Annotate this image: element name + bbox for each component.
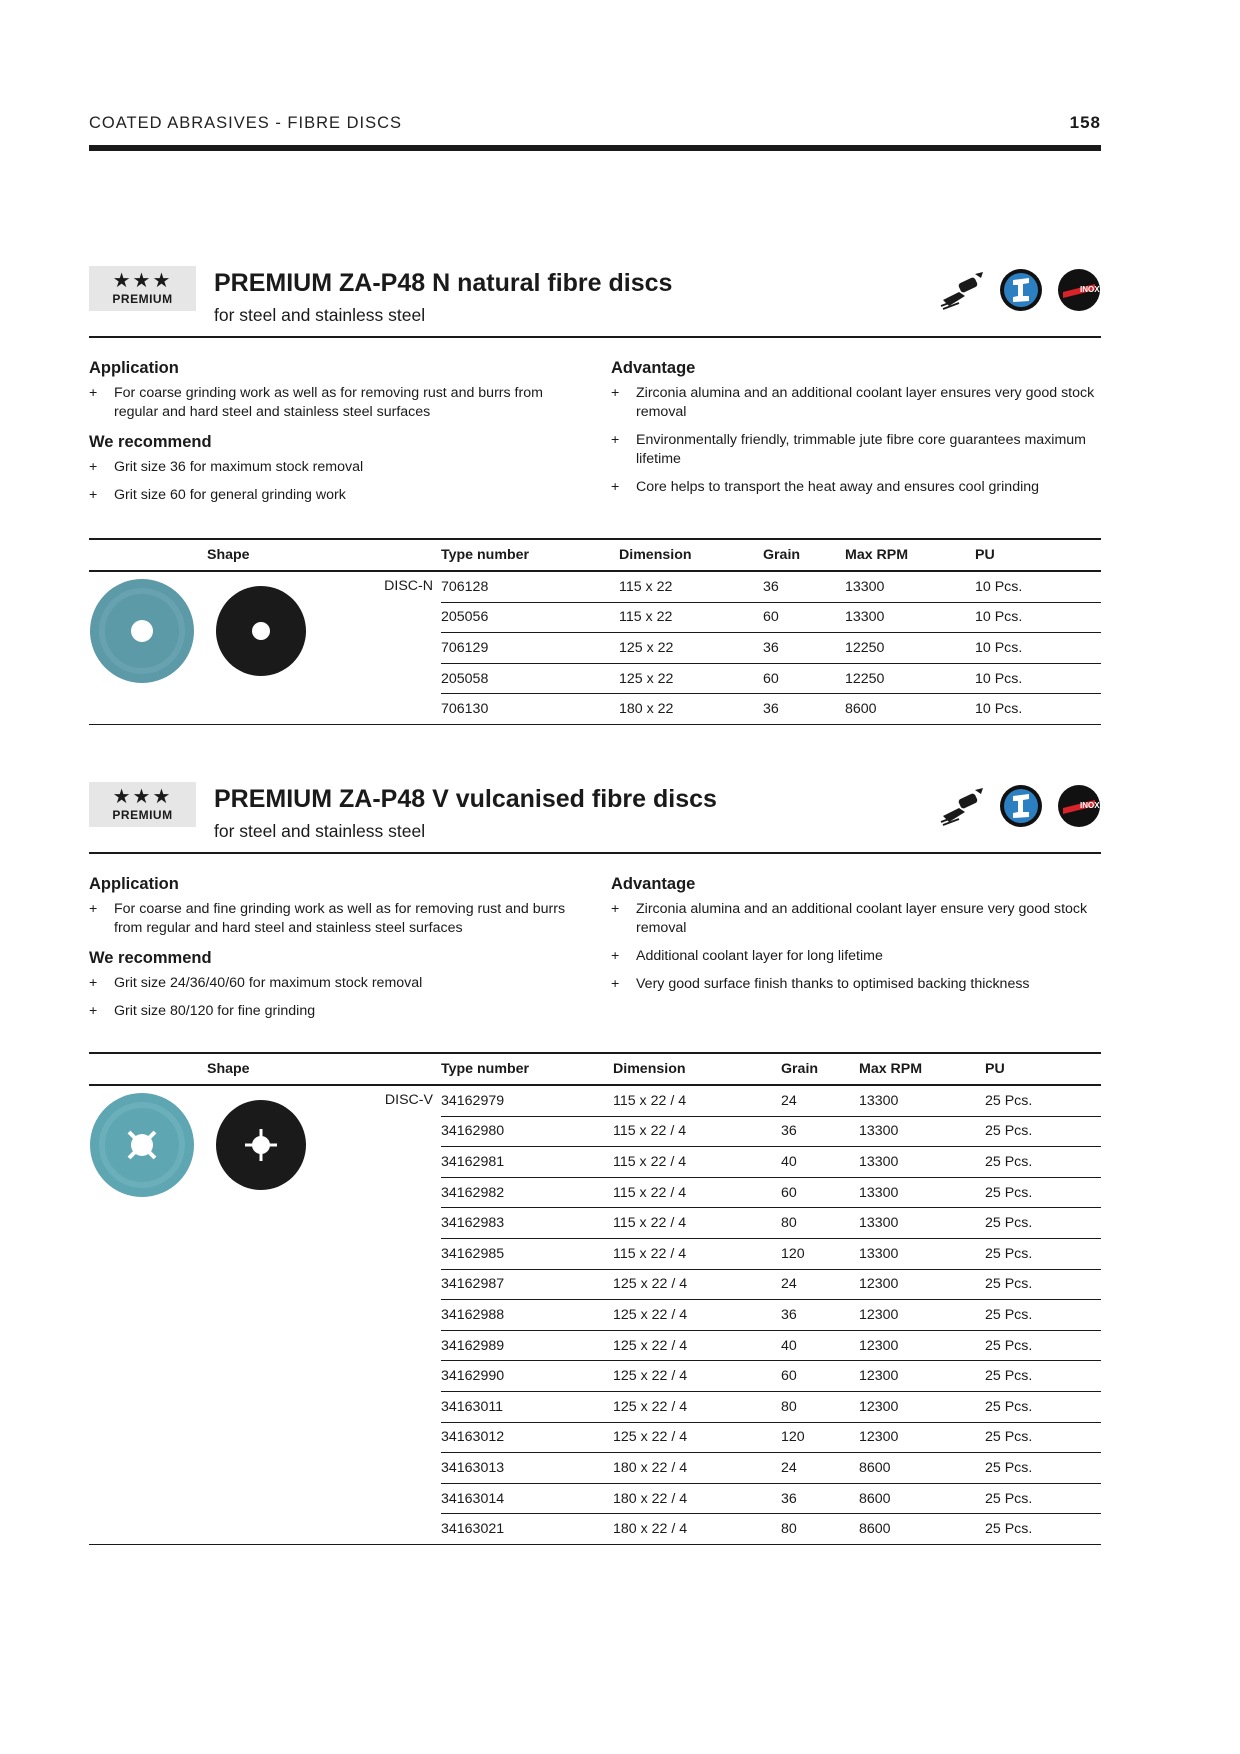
application-column — [89, 874, 589, 1031]
pu-cell: 25 Pcs. — [985, 1361, 1101, 1392]
type-number-cell: 34162981 — [441, 1147, 613, 1178]
col-type-number: Type number — [441, 539, 619, 571]
dimension-cell: 180 x 22 / 4 — [613, 1483, 781, 1514]
type-number-cell: 34163011 — [441, 1391, 613, 1422]
premium-badge — [89, 266, 196, 311]
type-number-cell: 34163012 — [441, 1422, 613, 1453]
col-max-rpm: Max RPM — [859, 1053, 985, 1085]
inox-label: INOX — [1080, 801, 1100, 810]
recommend-heading: We recommend — [89, 433, 212, 451]
dimension-cell: 125 x 22 / 4 — [613, 1330, 781, 1361]
type-number-cell: 34162980 — [441, 1116, 613, 1147]
type-number-cell: 706128 — [441, 571, 619, 602]
grain-cell: 60 — [781, 1361, 859, 1392]
type-number-cell: 34162990 — [441, 1361, 613, 1392]
shape-label: DISC-N — [384, 578, 433, 594]
type-number-cell: 34162985 — [441, 1238, 613, 1269]
steel-i-beam-icon — [999, 784, 1043, 828]
pu-cell: 25 Pcs. — [985, 1238, 1101, 1269]
dimension-cell: 115 x 22 — [619, 602, 763, 633]
max-rpm-cell: 13300 — [859, 1177, 985, 1208]
dimension-cell: 115 x 22 / 4 — [613, 1238, 781, 1269]
dimension-cell: 180 x 22 / 4 — [613, 1453, 781, 1484]
application-icons — [939, 784, 1101, 828]
max-rpm-cell: 8600 — [845, 694, 975, 725]
advantage-item: + Very good surface finish thanks to optimised backing thickness — [611, 975, 1111, 994]
spec-table — [89, 538, 1101, 725]
dimension-cell: 125 x 22 / 4 — [613, 1300, 781, 1331]
advantage-heading: Advantage — [611, 875, 696, 893]
grain-cell: 120 — [781, 1238, 859, 1269]
shape-cell — [89, 1085, 441, 1544]
pu-cell: 10 Pcs. — [975, 571, 1101, 602]
dimension-cell: 115 x 22 / 4 — [613, 1116, 781, 1147]
col-grain: Grain — [781, 1053, 859, 1085]
pu-cell: 10 Pcs. — [975, 633, 1101, 664]
pu-cell: 25 Pcs. — [985, 1391, 1101, 1422]
table-header-row — [89, 539, 1101, 571]
grain-cell: 120 — [781, 1422, 859, 1453]
table-row — [89, 1085, 1101, 1116]
dimension-cell: 115 x 22 — [619, 571, 763, 602]
col-shape: Shape — [89, 539, 441, 571]
recommend-item: + Grit size 80/120 for fine grinding — [89, 1002, 589, 1021]
grain-cell: 36 — [763, 571, 845, 602]
type-number-cell: 205058 — [441, 663, 619, 694]
grain-cell: 40 — [781, 1330, 859, 1361]
dimension-cell: 125 x 22 / 4 — [613, 1361, 781, 1392]
pu-cell: 25 Pcs. — [985, 1116, 1101, 1147]
col-pu: PU — [975, 539, 1101, 571]
type-number-cell: 34162989 — [441, 1330, 613, 1361]
col-dimension: Dimension — [619, 539, 763, 571]
recommend-item: + Grit size 36 for maximum stock removal — [89, 458, 589, 477]
col-shape: Shape — [89, 1053, 441, 1085]
angle-grinder-icon — [939, 786, 985, 826]
max-rpm-cell: 13300 — [859, 1116, 985, 1147]
grain-cell: 80 — [781, 1514, 859, 1545]
max-rpm-cell: 13300 — [845, 571, 975, 602]
advantage-item: + Additional coolant layer for long lifetime — [611, 947, 1111, 966]
shape-cell — [89, 571, 441, 724]
type-number-cell: 205056 — [441, 602, 619, 633]
type-number-cell: 34163021 — [441, 1514, 613, 1545]
max-rpm-cell: 13300 — [859, 1085, 985, 1116]
max-rpm-cell: 8600 — [859, 1453, 985, 1484]
col-grain: Grain — [763, 539, 845, 571]
pu-cell: 25 Pcs. — [985, 1483, 1101, 1514]
pu-cell: 10 Pcs. — [975, 602, 1101, 633]
pu-cell: 10 Pcs. — [975, 663, 1101, 694]
pu-cell: 25 Pcs. — [985, 1147, 1101, 1178]
pu-cell: 25 Pcs. — [985, 1422, 1101, 1453]
section-title: COATED ABRASIVES - FIBRE DISCS — [89, 113, 403, 132]
pu-cell: 25 Pcs. — [985, 1514, 1101, 1545]
max-rpm-cell: 13300 — [859, 1208, 985, 1239]
col-pu: PU — [985, 1053, 1101, 1085]
recommend-item: + Grit size 24/36/40/60 for maximum stock removal — [89, 974, 589, 993]
max-rpm-cell: 12250 — [845, 663, 975, 694]
grain-cell: 60 — [763, 602, 845, 633]
title-rule — [89, 852, 1101, 854]
type-number-cell: 706129 — [441, 633, 619, 664]
max-rpm-cell: 13300 — [859, 1238, 985, 1269]
angle-grinder-icon — [939, 270, 985, 310]
page-header — [89, 112, 1101, 134]
title-rule — [89, 336, 1101, 338]
grain-cell: 36 — [781, 1116, 859, 1147]
max-rpm-cell: 12300 — [859, 1330, 985, 1361]
advantage-heading: Advantage — [611, 359, 696, 377]
badge-label: PREMIUM — [112, 292, 173, 306]
table-header-row — [89, 1053, 1101, 1085]
type-number-cell: 706130 — [441, 694, 619, 725]
application-column — [89, 358, 589, 515]
grain-cell: 80 — [781, 1391, 859, 1422]
dimension-cell: 115 x 22 / 4 — [613, 1085, 781, 1116]
pu-cell: 25 Pcs. — [985, 1300, 1101, 1331]
dimension-cell: 125 x 22 — [619, 633, 763, 664]
application-item: + For coarse grinding work as well as for removing rust and burrs from regular and hard steel and stainless steel surfaces — [89, 384, 589, 422]
product-title: PREMIUM ZA-P48 V vulcanised fibre discs — [214, 785, 717, 813]
max-rpm-cell: 12300 — [859, 1269, 985, 1300]
dimension-cell: 125 x 22 / 4 — [613, 1422, 781, 1453]
max-rpm-cell: 8600 — [859, 1483, 985, 1514]
grain-cell: 80 — [781, 1208, 859, 1239]
product-subtitle: for steel and stainless steel — [214, 821, 426, 841]
type-number-cell: 34162988 — [441, 1300, 613, 1331]
advantage-column — [611, 358, 1111, 507]
type-number-cell: 34162982 — [441, 1177, 613, 1208]
blue-disc-n-image — [89, 578, 195, 684]
inox-label: INOX — [1080, 285, 1100, 294]
dimension-cell: 125 x 22 — [619, 663, 763, 694]
grain-cell: 36 — [781, 1300, 859, 1331]
application-heading: Application — [89, 875, 179, 893]
grain-cell: 36 — [763, 694, 845, 725]
type-number-cell: 34162983 — [441, 1208, 613, 1239]
application-heading: Application — [89, 359, 179, 377]
table-row — [89, 571, 1101, 602]
dimension-cell: 115 x 22 / 4 — [613, 1177, 781, 1208]
grain-cell: 24 — [781, 1269, 859, 1300]
product-title: PREMIUM ZA-P48 N natural fibre discs — [214, 269, 673, 297]
inox-icon — [1057, 784, 1101, 828]
type-number-cell: 34162987 — [441, 1269, 613, 1300]
grain-cell: 24 — [781, 1085, 859, 1116]
recommend-heading: We recommend — [89, 949, 212, 967]
black-disc-n-image — [215, 585, 307, 677]
pu-cell: 25 Pcs. — [985, 1269, 1101, 1300]
pu-cell: 25 Pcs. — [985, 1453, 1101, 1484]
max-rpm-cell: 12300 — [859, 1422, 985, 1453]
pu-cell: 25 Pcs. — [985, 1208, 1101, 1239]
grain-cell: 36 — [763, 633, 845, 664]
max-rpm-cell: 12300 — [859, 1361, 985, 1392]
col-type-number: Type number — [441, 1053, 613, 1085]
disc-images — [89, 578, 307, 684]
advantage-item: + Zirconia alumina and an additional coolant layer ensure very good stock removal — [611, 900, 1111, 938]
disc-images — [89, 1092, 307, 1198]
application-item: + For coarse and fine grinding work as well as for removing rust and burrs from regular and hard steel and stainless steel surfaces — [89, 900, 589, 938]
advantage-item: + Core helps to transport the heat away and ensures cool grinding — [611, 478, 1111, 497]
type-number-cell: 34162979 — [441, 1085, 613, 1116]
grain-cell: 40 — [781, 1147, 859, 1178]
max-rpm-cell: 8600 — [859, 1514, 985, 1545]
pu-cell: 25 Pcs. — [985, 1177, 1101, 1208]
star-rating-icon: ★★★ — [112, 270, 173, 292]
dimension-cell: 115 x 22 / 4 — [613, 1147, 781, 1178]
blue-disc-v-image — [89, 1092, 195, 1198]
max-rpm-cell: 12250 — [845, 633, 975, 664]
col-max-rpm: Max RPM — [845, 539, 975, 571]
grain-cell: 60 — [763, 663, 845, 694]
inox-icon — [1057, 268, 1101, 312]
grain-cell: 36 — [781, 1483, 859, 1514]
recommend-item: + Grit size 60 for general grinding work — [89, 486, 589, 505]
grain-cell: 24 — [781, 1453, 859, 1484]
max-rpm-cell: 13300 — [845, 602, 975, 633]
dimension-cell: 180 x 22 / 4 — [613, 1514, 781, 1545]
dimension-cell: 125 x 22 / 4 — [613, 1269, 781, 1300]
pu-cell: 25 Pcs. — [985, 1330, 1101, 1361]
steel-i-beam-icon — [999, 268, 1043, 312]
max-rpm-cell: 12300 — [859, 1391, 985, 1422]
star-rating-icon: ★★★ — [112, 786, 173, 808]
header-rule — [89, 145, 1101, 151]
advantage-column — [611, 874, 1111, 1004]
grain-cell: 60 — [781, 1177, 859, 1208]
advantage-item: + Environmentally friendly, trimmable jute fibre core guarantees maximum lifetime — [611, 431, 1111, 469]
shape-label: DISC-V — [384, 1092, 433, 1108]
max-rpm-cell: 13300 — [859, 1147, 985, 1178]
type-number-cell: 34163014 — [441, 1483, 613, 1514]
premium-badge — [89, 782, 196, 827]
page-number: 158 — [1069, 113, 1101, 132]
max-rpm-cell: 12300 — [859, 1300, 985, 1331]
spec-table — [89, 1052, 1101, 1545]
type-number-cell: 34163013 — [441, 1453, 613, 1484]
black-disc-v-image — [215, 1099, 307, 1191]
pu-cell: 10 Pcs. — [975, 694, 1101, 725]
dimension-cell: 125 x 22 / 4 — [613, 1391, 781, 1422]
dimension-cell: 180 x 22 — [619, 694, 763, 725]
advantage-item: + Zirconia alumina and an additional coolant layer ensures very good stock removal — [611, 384, 1111, 422]
badge-label: PREMIUM — [112, 808, 173, 822]
product-subtitle: for steel and stainless steel — [214, 305, 426, 325]
application-icons — [939, 268, 1101, 312]
dimension-cell: 115 x 22 / 4 — [613, 1208, 781, 1239]
col-dimension: Dimension — [613, 1053, 781, 1085]
pu-cell: 25 Pcs. — [985, 1085, 1101, 1116]
